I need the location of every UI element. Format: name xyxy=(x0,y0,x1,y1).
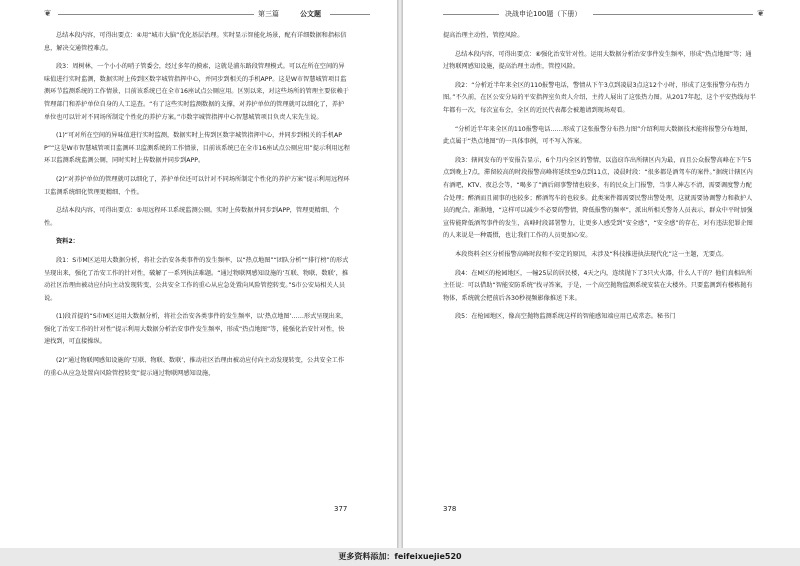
paragraph: “分析近半年来全区的110报警电话……形成了这张报警分布热力图”介绍利用大数据技术能将报警分布地图，此点属于“热点地图”的一具体事例，可不写入答案。 xyxy=(443,125,752,146)
left-page xyxy=(0,0,397,548)
paragraph: 本段资料全区分析报警高峰时段和不安定的原因，未涉及“科技推进执法现代化”这一主题，无要点。 xyxy=(455,250,728,258)
leaf-ornament-icon: ❦ xyxy=(757,9,765,19)
paragraph: 段5：在枪园地区，像高空抛物监测系统这样的智能感知端应用已成常态。秘书门 xyxy=(455,313,676,321)
paragraph: (1)“可对所在空间的异味值进行实时监测，数据实时上传到区数字城管指挥中心，并同步到相关的手机APP”“这是W市智慧城管项目监测环卫监测系统的工作情景，目前该系统已在全市16座试点公厕应用”提示利用远程环卫监测系统监测公厕，同时实时上传数据并同步到APP。 xyxy=(44,132,350,165)
paragraph: (1)段首提的“S市M区运用大数据分析，将社会治安各类事件的发生频率，以‘热点地图’……形式呈现出来，强化了治安工作的针对性”提示利用大数据分析治安事件发生频率，形成“热点地图”等，能强化治安针对性，快速找到，可直接操纵。 xyxy=(44,313,348,346)
left-page-content xyxy=(44,30,350,380)
section-label: 公文题 xyxy=(300,10,321,18)
right-page xyxy=(403,0,800,548)
page-number-left: 377 xyxy=(334,505,348,513)
paragraph: 段3：周树林，一个小小的哨子管委会，经过多年的摸索，这就是浦东路段管理模式。可以在所在空间的异味值进行实时监测，数据实时上传到区数字城管指挥中心，并同步到相关的手机APP。这是W市智慧城管项目监测环节监测系统的工作情景，目前该系统已在全市16座试点公厕应用。区别以来，对这些场所的管理主要依赖于管理部门和养护单位自身的人工巡查。“有了这些实时监测数据的支撑，对养护单位的管理就可以细化了，养护单位也可以针对不同场所制定个性化的养护方案。”市数字城管指挥中心智慧城管项目负责人宋先生说。 xyxy=(44,63,349,121)
paragraph: 段4：在M区的枪园地区，一幢25层的居民楼，4天之内，连续抛下了3只火火器，什么人干的？他们真相出所主任说：可以借助“智能安防系统”找寻答案，于是，一个高空抛物监测系统安装在大楼外。只要监测到有楼栋抛有物体，系统就会把前后各30秒视频影像推送下来。 xyxy=(443,269,753,302)
paragraph: (2)“对养护单位的管理就可以细化了，养护单位还可以针对不同场所制定个性化的养护方案”提示利用远程环卫监测系统细化管理更精细、个性。 xyxy=(44,175,350,196)
part-label: 第三篇 xyxy=(258,10,279,18)
leaf-ornament-icon: ❦ xyxy=(44,9,52,19)
right-page-content xyxy=(443,30,757,324)
header-rule-left xyxy=(58,14,254,15)
header-rule-right xyxy=(593,14,753,15)
paragraph: (2)“通过物联网感知设施的‘互联、物联、数联’，推动社区治理由被动应付向主动发现转变，公共安全工作的重心从应急处置向风险管控转变”提示通过物联网感知设施， xyxy=(44,357,345,377)
paragraph: 总结本段内容，可得出要点：④用“城市大脑”优化基层治理。实时显示智能化场景，配有详细数据和指标信息，解决交通管控难点。 xyxy=(44,32,347,52)
header-rule-left xyxy=(443,14,499,15)
book-title: 决战申论100题（下册） xyxy=(505,10,582,18)
paragraph: 段2：“分析近半年来全区的110报警电话，警情从下午3点到凌晨3点这12个小时，形成了这张报警分布热力图。”不久前，在区公安分局的平安指挥室负责人介绍，主持人展出了这张热力图。从2017年起，这个平安热线每半年都有一次，每次宣布会，全区的近民代表都会被邀请到现场观看。 xyxy=(443,81,756,114)
paragraph: 总结本段内容，可得出要点：⑥强化治安针对性。运用大数据分析治安事件发生频率，形成“热点地图”等；通过物联网感知设施，提高治理主动性，管控风险。 xyxy=(443,50,752,71)
header-rule-right xyxy=(330,14,370,15)
paragraph: 总结本段内容，可得出要点：⑤用远程环卫系统监测公厕。实时上传数据并同步到APP，管理更精细、个性。 xyxy=(44,207,340,227)
left-page-header xyxy=(0,6,397,22)
paragraph: 段1：S市M区运用大数据分析，将社会治安各类事件的发生频率，以“热点地图”“团队分析”“排行榜”的形式呈现出来，强化了治安工作的针对性，破解了一系列执法难题。“通过物联网感知设施的‘互联、物联、数联’，推动社区治理由被动应付向主动发现转变，公共安全工作的重心从应急处置向风险管控转变。”S市公安局相关人员说。 xyxy=(44,256,349,302)
paragraph: 提高治理主动性，管控风险。 xyxy=(443,32,524,39)
right-page-header xyxy=(403,6,800,22)
page-number-right: 378 xyxy=(443,505,457,513)
material-heading: 资料2： xyxy=(56,238,79,246)
paragraph: 段3：辖间发布的平安报告显示，6个月内全区的警情，以盗窃诈出所辖区内为最，而且公众报警高峰在下午5点到晚上7点，滞留较高的时段报警高峰将延续至9点到11点，凌晨时段：“很多都是酒驾车的案件。”据统计辖区内有酒吧，KTV、夜总会等，“喝多了”酒后闹事警情也较多，有的民众上门报警，当事人神志不清，需要调度警力配合处理；醉酒而且闹事的也较多；醉酒驾车的也较多。此类案件都需要民警出警处理，这就需要协调警力和救护人员的配合。渐渐地，“这样可以减少不必要的警情，降低报警的频率”，派出所相关警务人员表示，群众中平时加强宣传能降低酒驾事件的发生，高峰时段部署警力，让更多人感受到“安全感”，“安全感”的存在，对有违法犯罪企图的人来说是一种震慑，也让我们工作的人员更加心安。 xyxy=(443,156,753,240)
footer-watermark-text: 更多资料添加：feifeixuejie520 xyxy=(0,548,800,566)
